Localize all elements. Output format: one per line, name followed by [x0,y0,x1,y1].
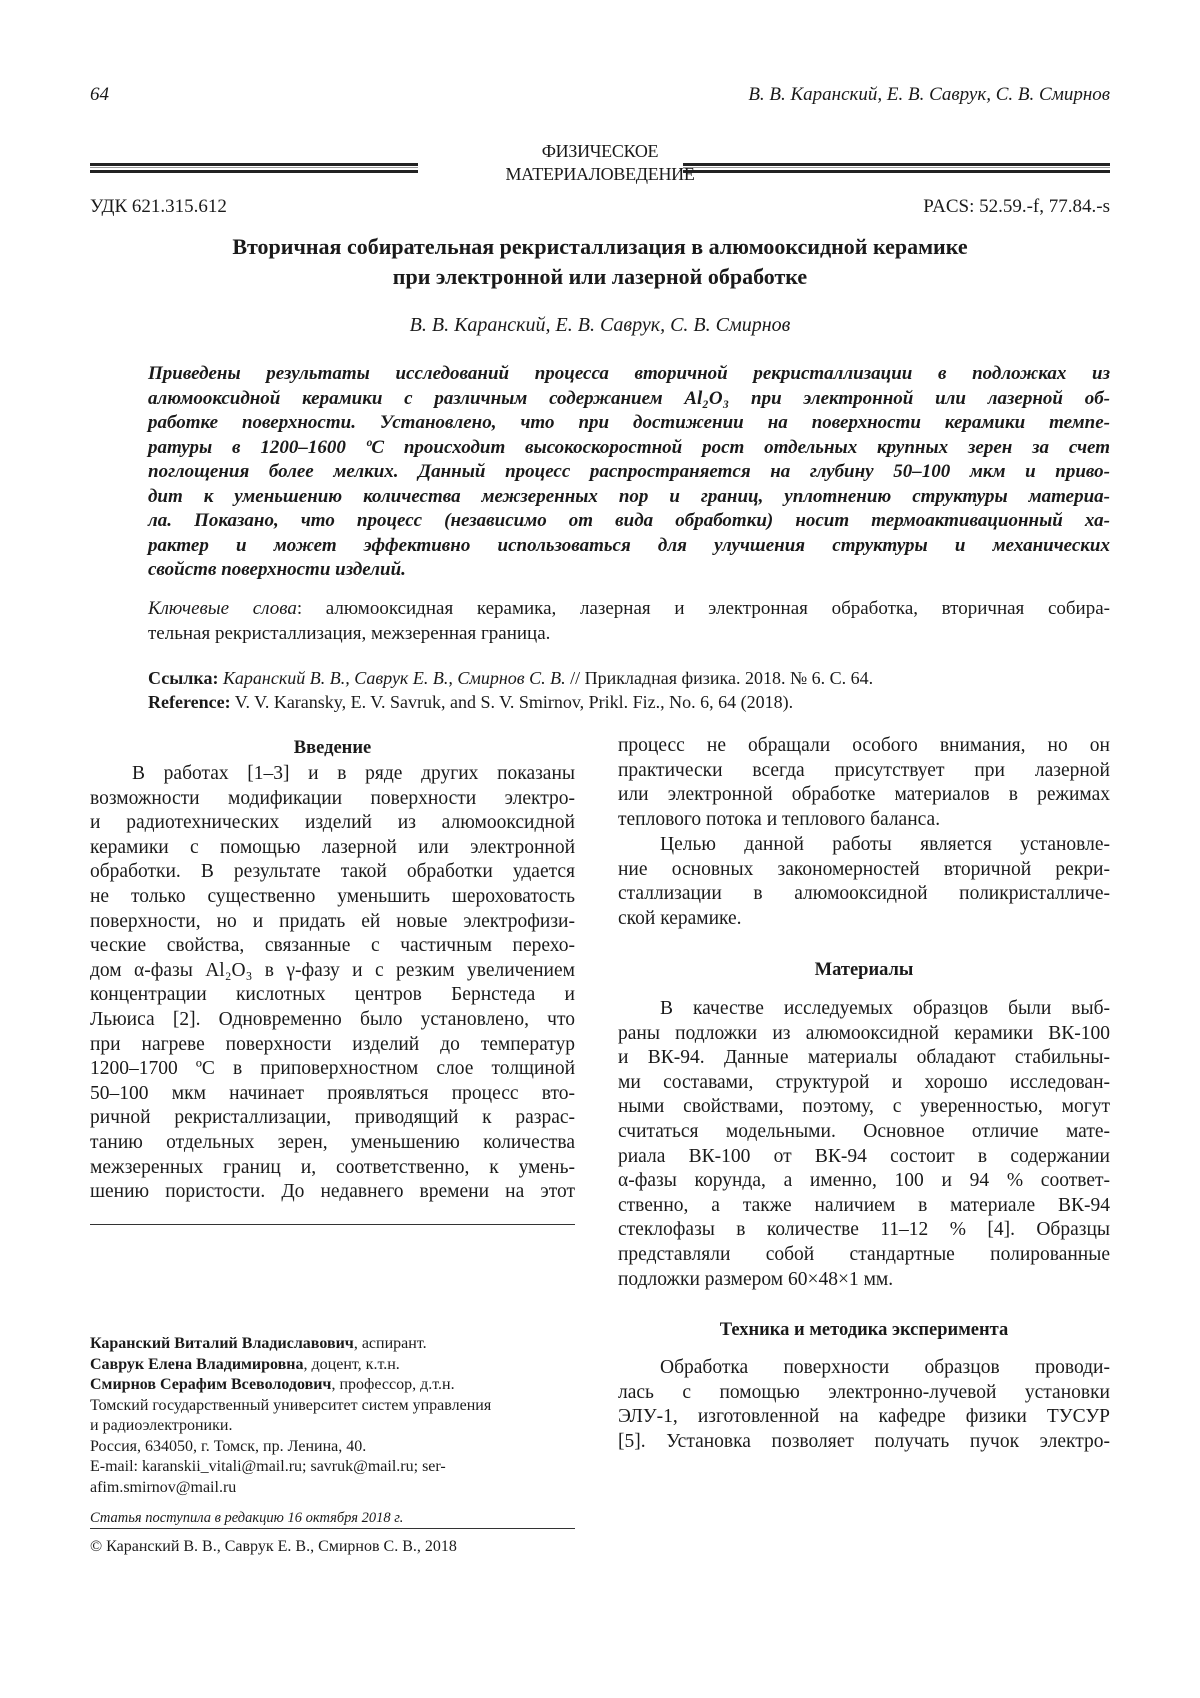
copyright: © Каранский В. В., Саврук Е. В., Смирнов С. В., 2018 [90,1538,457,1555]
text-line: танию отдельных зерен, уменьшению количества [90,1131,575,1153]
text-line: [5]. Установка позволяет получать пучок электро- [618,1430,1110,1452]
author-footnote [90,1334,575,1529]
text-line: дом α-фазы Al₂O₃ в γ-фазу и с резким увеличением [90,959,575,981]
text-line: и ВК-94. Данные материалы обладают стабильны- [618,1047,1110,1069]
text-line: обработки. В результате такой обработки удается [90,861,575,883]
footnote-rule-top [90,1224,575,1225]
email: E-mail: karanskii_vitali@mail.ru; savruk@mail.ru; ser- [90,1458,446,1475]
materials-paragraph [618,997,1110,1292]
footnote-author [90,1334,575,1355]
text-line: ческие свойства, связанные с частичным перехо- [90,935,575,957]
address: Россия, 634050, г. Томск, пр. Ленина, 40. [90,1437,367,1455]
running-header-authors: В. В. Каранский, Е. В. Саврук, С. В. Смирнов [748,84,1110,105]
goal-paragraph [618,833,1110,931]
title-line: Вторичная собирательная рекристаллизация в алюмооксидной керамике [232,234,968,259]
affiliation: и радиоэлектроники. [90,1417,233,1434]
citation-ru-label: Ссылка: [148,668,219,688]
heading-technique: Техника и методика эксперимента [719,1320,1009,1340]
technique-paragraph [618,1356,1110,1454]
text-line: возможности модификации поверхности электро- [90,787,575,809]
text-line: поглощения более мелких. Данный процесс распространяется на глубину 50–100 мкм и приво- [148,461,1110,482]
text-line: практически всегда присутствует при лазерной [618,759,1110,781]
keywords-line [148,597,1110,622]
author-name: Смирнов Серафим Всеволодович [90,1376,332,1393]
text-line: представляли собой стандартные полированные [618,1243,1110,1265]
citation-en-rest: V. V. Karansky, E. V. Savruk, and S. V. Smirnov, Prikl. Fiz., No. 6, 64 (2018). [230,691,794,712]
text-line: Льюиса [2]. Одновременно было установлено, что [90,1008,575,1030]
text-line: дит к уменьшению количества межзеренных пор и границ, уплотнению структуры материа- [148,485,1110,507]
text-line: Приведены результаты исследований процесса вторичной рекристаллизации в подложках из [148,363,1110,384]
text-line: рактер и может эффективно использоваться для улучшения структуры и механических [148,534,1110,556]
abstract [148,362,1110,583]
citation-en [148,691,1110,715]
intro-paragraph [90,762,575,1205]
text-line: риала ВК-100 от ВК-94 состоит в содержании [618,1145,1110,1167]
text-line: Целью данной работы является установле- [660,834,1110,855]
text-line: Обработка поверхности образцов проводи- [660,1357,1110,1378]
keywords-text: : алюмооксидная керамика, лазерная и электронная обработка, вторичная собира- [296,598,1110,619]
author-role: , аспирант. [353,1335,427,1352]
text-line: ственно, а также наличием в материале ВК-94 [618,1194,1110,1216]
text-line: межзеренных границ и, соответственно, к умень- [90,1156,575,1178]
title-line: при электронной или лазерной обработке [392,264,808,289]
author-name: Саврук Елена Владимировна [90,1355,304,1373]
udc-code: УДК 621.315.612 [90,196,227,217]
text-line: концентрации кислотных центров Бернстеда и [90,984,575,1006]
text-line: ние основных закономерностей вторичной рекри- [618,858,1110,880]
text-line: не только существенно уменьшить шероховатость [90,885,575,907]
text-line: и радиотехнических изделий из алюмооксидной [90,812,575,834]
text-line: керамики с помощью лазерной или электронной [90,836,575,858]
author-role: , доцент, к.т.н. [303,1355,400,1373]
article-authors: В. В. Каранский, Е. В. Саврук, С. В. Смирнов [409,314,791,336]
text-line: или электронной обработке материалов в режимах [618,784,1110,806]
author-role: , профессор, д.т.н. [331,1376,455,1393]
text-line: считаться модельными. Основное отличие мате- [618,1120,1110,1142]
received-date: Статья поступила в редакцию 16 октября 2018 г. [90,1510,404,1526]
citation-ru-authors: Каранский В. В., Саврук Е. В., Смирнов С. В. [218,668,566,688]
text-line: лась с помощью электронно-лучевой установки [618,1381,1110,1403]
text-line: 1200–1700 ºС в приповерхностном слое толщиной [90,1058,575,1080]
text-line: 50–100 мкм начинает проявляться процесс вто- [90,1082,575,1104]
pacs-code: PACS: 52.59.-f, 77.84.-s [923,196,1110,217]
text-line: ными свойствами, поэтому, с уверенностью, могут [618,1096,1110,1118]
text-line: ла. Показано, что процесс (независимо от вида обработки) носит термоактивационный ха- [148,510,1110,531]
citation-ru [148,667,1110,691]
footnote-author [90,1355,575,1376]
keywords-line: тельная рекристаллизация, межзеренная граница. [148,622,551,644]
text-line: ЭЛУ-1, изготовленной на кафедре физики ТУСУР [618,1406,1110,1428]
intro-continuation [618,734,1110,832]
section-line: ФИЗИЧЕСКОЕ [541,141,659,161]
email: afim.smirnov@mail.ru [90,1478,237,1496]
article-title [0,232,1200,292]
affiliation: Томский государственный университет систем управления [90,1396,492,1414]
text-line: ричной рекристаллизации, приводящий к разрас- [90,1107,575,1129]
author-name: Каранский Виталий Владиславович [90,1335,354,1352]
text-line: при нагреве поверхности изделий до температур [90,1033,575,1055]
text-line: В качестве исследуемых образцов были выб- [660,998,1110,1019]
footnote-author [90,1375,575,1396]
text-line: ми составами, структурой и хорошо исследован- [618,1071,1110,1093]
text-line: работке поверхности. Установлено, что при достижении на поверхности керамики темпе- [148,412,1110,433]
page-number: 64 [90,84,109,105]
text-line: раны подложки из алюмооксидной керамики ВК-100 [618,1022,1110,1044]
text-line: теплового потока и теплового баланса. [618,808,941,830]
text-line: α-фазы корунда, а именно, 100 и 94 % соответ- [618,1170,1110,1192]
text-line: подложки размером 60×48×1 мм. [618,1268,894,1290]
text-line: поверхности, но и придать ей новые электрофизи- [90,910,575,932]
section-line: МАТЕРИАЛОВЕДЕНИЕ [505,164,695,184]
text-line: процесс не обращали особого внимания, но он [618,735,1110,756]
citation-block [148,667,1110,714]
text-line: свойств поверхности изделий. [148,559,406,580]
journal-section [0,140,1200,186]
citation-en-label: Reference: [148,691,231,712]
citation-ru-rest: // Прикладная физика. 2018. № 6. С. 64. [565,668,874,688]
keywords-label: Ключевые слова [148,598,297,619]
text-line: шению пористости. До недавнего времени на этот [90,1181,575,1203]
footnote-rule-bottom [90,1528,575,1529]
text-line: ской керамике. [618,907,742,929]
text-line: сталлизации в алюмооксидной поликристалличе- [618,883,1110,905]
text-line: В работах [1–3] и в ряде других показаны [132,763,575,784]
keywords [148,597,1110,646]
text-line: алюмооксидной керамики с различным содержанием Al₂O₃ при электронной или лазерной об- [148,387,1110,409]
text-line: стеклофазы в количестве 11–12 % [4]. Образцы [618,1219,1110,1241]
heading-materials: Материалы [814,960,914,980]
heading-introduction: Введение [293,738,372,758]
text-line: ратуры в 1200–1600 ºС происходит высокоскоростной рост отдельных крупных зерен за счет [148,436,1110,458]
